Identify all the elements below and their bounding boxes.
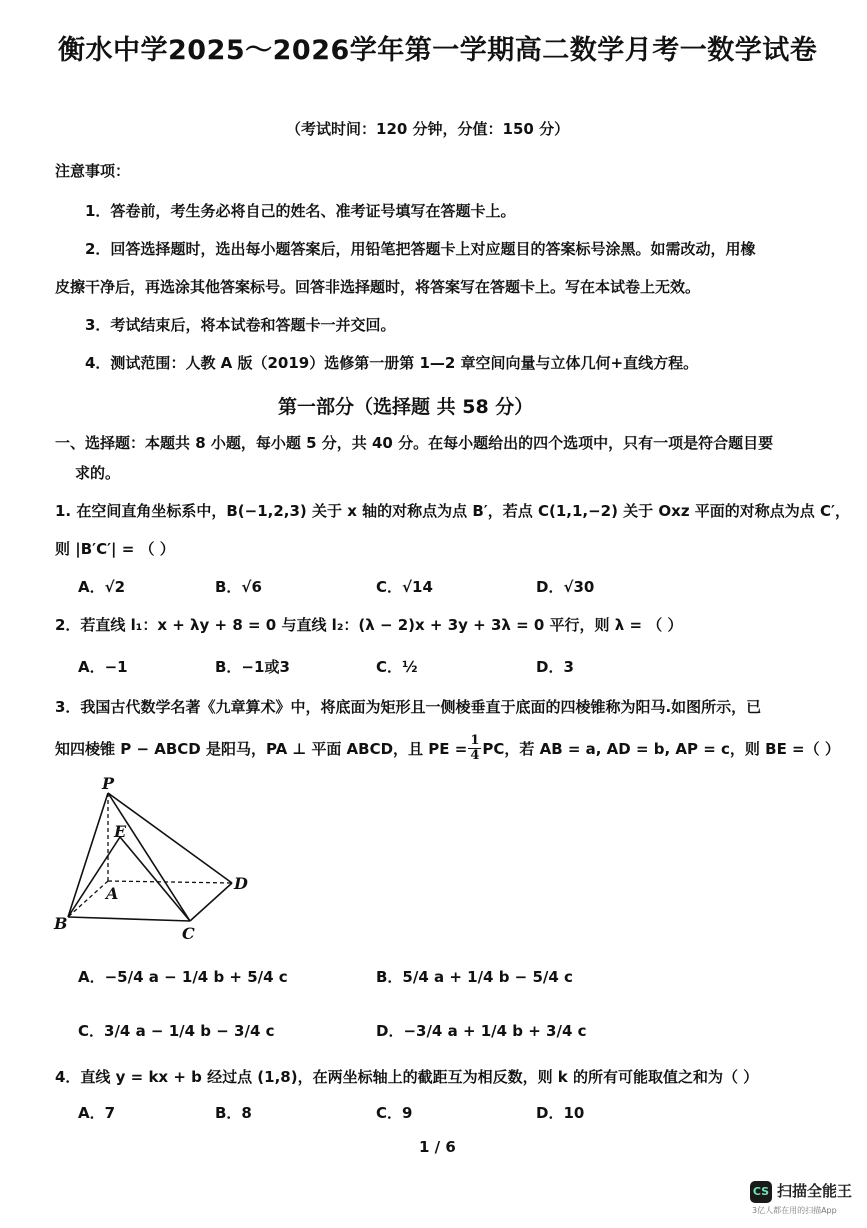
q3-stem-cont-post: PC，若 AB = a, AD = b, AP = c，则 BE =（ ） <box>482 739 840 758</box>
label-c: C <box>182 924 195 943</box>
label-b: B <box>54 914 68 933</box>
q4-option-c: C．9 <box>376 1104 413 1122</box>
segment-ec <box>120 837 190 921</box>
part1-intro: 一、选择题：本题共 8 小题，每小题 5 分，共 40 分。在每小题给出的四个选项中，只有一项是符合题目要 <box>55 434 774 452</box>
section-title: 第一部分（选择题 共 58 分） <box>278 396 534 418</box>
q2-option-b: B．−1或3 <box>215 658 290 676</box>
notice-item-4: 4．测试范围：人教 A 版（2019）选修第一册第 1—2 章空间向量与立体几何+直线方程。 <box>85 354 699 372</box>
segment-be <box>68 837 120 917</box>
pyramid-figure <box>50 775 260 945</box>
q1-stem-cont: 则 |B′C′| = （ ） <box>55 540 175 558</box>
exam-subtitle: （考试时间：120 分钟，分值：150 分） <box>286 120 570 138</box>
notice-heading: 注意事项： <box>55 162 131 180</box>
label-d: D <box>234 874 248 893</box>
q1-option-c: C．√14 <box>376 578 433 596</box>
edge-bc <box>68 917 190 921</box>
q2-option-c: C．½ <box>376 658 418 676</box>
edge-ad-hidden <box>108 881 232 883</box>
q1-stem: 1. 在空间直角坐标系中，B(−1,2,3) 关于 x 轴的对称点为点 B′，若点 C(1,1,−2) 关于 Oxz 平面的对称点为点 C′， <box>55 502 850 520</box>
q2-stem: 2．若直线 l₁：x + λy + 8 = 0 与直线 l₂：(λ − 2)x + 3y + 3λ = 0 平行，则 λ = （ ） <box>55 616 683 634</box>
q3-option-c: C．3/4 a − 1/4 b − 3/4 c <box>78 1022 275 1040</box>
notice-item-2-cont: 皮擦干净后，再选涂其他答案标号。回答非选择题时，将答案写在答题卡上。写在本试卷上无效。 <box>55 278 701 296</box>
q4-option-d: D．10 <box>536 1104 585 1122</box>
q3-stem-cont <box>55 734 840 762</box>
edge-pc <box>108 793 190 921</box>
edge-pb <box>68 793 108 917</box>
label-p: P <box>102 775 115 793</box>
q3-option-d: D．−3/4 a + 1/4 b + 3/4 c <box>376 1022 587 1040</box>
label-a: A <box>106 884 119 903</box>
q3-fraction-den: 4 <box>470 747 480 763</box>
exam-title: 衡水中学2025～2026学年第一学期高二数学月考一数学试卷 <box>58 35 818 66</box>
q4-option-a: A．7 <box>78 1104 116 1122</box>
q3-option-b: B．5/4 a + 1/4 b − 5/4 c <box>376 968 573 986</box>
q3-stem-cont-pre: 知四棱锥 P − ABCD 是阳马，PA ⊥ 平面 ABCD，且 PE = <box>55 739 468 758</box>
q2-option-a: A．−1 <box>78 658 128 676</box>
scanner-tagline: 3亿人都在用的扫描App <box>752 1206 837 1215</box>
q3-fraction <box>468 734 481 762</box>
notice-item-1: 1．答卷前，考生务必将自己的姓名、准考证号填写在答题卡上。 <box>85 202 516 220</box>
scanner-logo-icon: CS <box>750 1181 772 1203</box>
q1-option-a: A．√2 <box>78 578 126 596</box>
edge-cd <box>190 883 232 921</box>
q2-option-d: D．3 <box>536 658 574 676</box>
q3-fraction-num: 1 <box>470 733 480 748</box>
q4-stem: 4．直线 y = kx + b 经过点 (1,8)，在两坐标轴上的截距互为相反数，则 k 的所有可能取值之和为（ ） <box>55 1068 759 1086</box>
edge-pd <box>108 793 232 883</box>
q4-option-b: B．8 <box>215 1104 252 1122</box>
q1-option-d: D．√30 <box>536 578 595 596</box>
notice-item-2: 2．回答选择题时，选出每小题答案后，用铅笔把答题卡上对应题目的答案标号涂黑。如需改动，用橡 <box>85 240 756 258</box>
q1-option-b: B．√6 <box>215 578 262 596</box>
part1-intro-cont: 求的。 <box>75 464 121 482</box>
label-e: E <box>114 822 127 841</box>
scanner-brand: 扫描全能王 <box>777 1182 853 1200</box>
page-number: 1 / 6 <box>419 1138 456 1156</box>
q3-stem: 3．我国古代数学名著《九章算术》中，将底面为矩形且一侧棱垂直于底面的四棱锥称为阳马.如图所示，已 <box>55 698 762 716</box>
q3-option-a: A．−5/4 a − 1/4 b + 5/4 c <box>78 968 288 986</box>
notice-item-3: 3．考试结束后，将本试卷和答题卡一并交回。 <box>85 316 396 334</box>
